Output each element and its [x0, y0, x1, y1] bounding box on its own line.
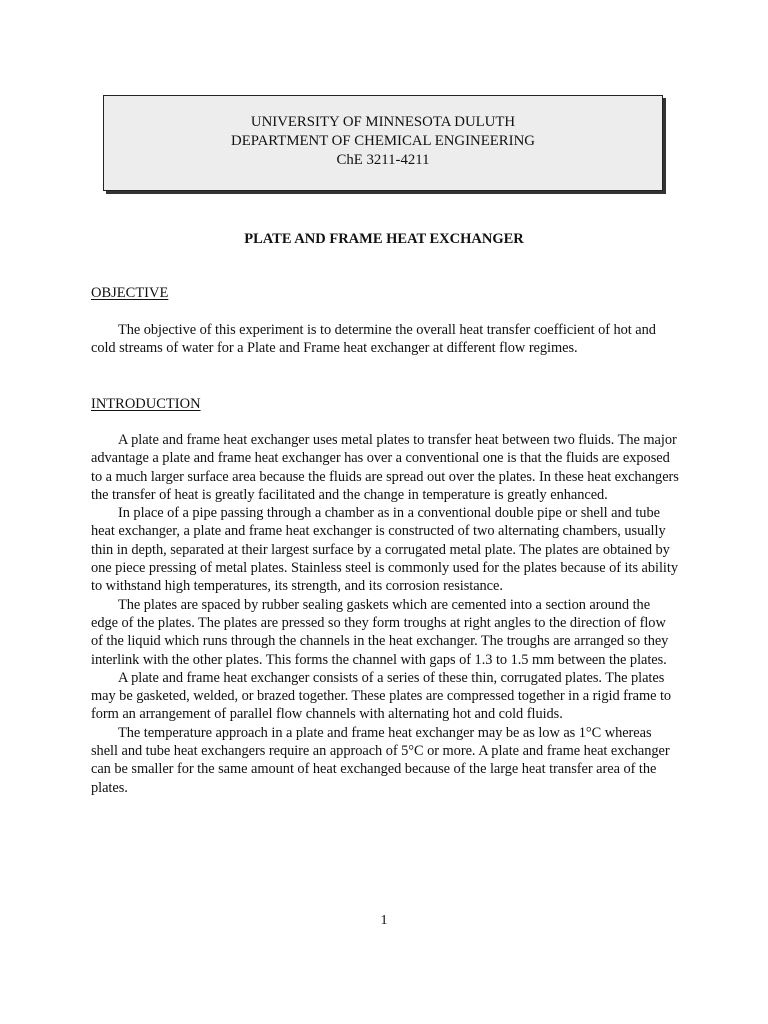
header-box [103, 95, 663, 191]
objective-heading: OBJECTIVE [91, 285, 169, 301]
intro-paragraph-5: The temperature approach in a plate and frame heat exchanger may be as low as 1°C whereas shell and tube heat exchangers require an approach of 5°C or more. A plate and frame heat exchanger can be smaller for the same amount of heat exchanged because of the large heat transfer area of the plates. [91, 724, 670, 796]
intro-paragraph-4: A plate and frame heat exchanger consists of a series of these thin, corrugated plates. The plates may be gasketed, welded, or brazed together. These plates are compressed together in a rigid frame to form an arrangement of parallel flow channels with alternating hot and cold fluids. [91, 669, 672, 723]
page-number: 1 [380, 913, 388, 928]
intro-paragraph-3: The plates are spaced by rubber sealing gaskets which are cemented into a section around the edge of the plates. The plates are pressed so they form troughs at right angles to the direction of flow of the liquid which runs through the channels in the heat exchanger. The troughs are arranged so they interlink with the other plates. This forms the channel with gaps of 1.3 to 1.5 mm between the plates. [91, 596, 669, 668]
department-name: DEPARTMENT OF CHEMICAL ENGINEERING [231, 133, 535, 149]
objective-section [91, 321, 680, 358]
introduction-heading: INTRODUCTION [91, 396, 201, 412]
objective-paragraph: The objective of this experiment is to determine the overall heat transfer coefficient of hot and cold streams of water for a Plate and Frame heat exchanger at different flow regimes. [91, 322, 656, 357]
university-name: UNIVERSITY OF MINNESOTA DULUTH [250, 114, 516, 130]
intro-paragraph-2: In place of a pipe passing through a chamber as in a conventional double pipe or shell and tube heat exchanger, a plate and frame heat exchanger is constructed of two alternating chambers, usually thin in depth, separated at their largest surface by a corrugated metal plate. The plates are obtained by one piece pressing of metal plates. Stainless steel is commonly used for the plates because of its ability to withstand high temperatures, its strength, and its corrosion resistance. [91, 505, 678, 595]
course-code: ChE 3211-4211 [336, 152, 430, 168]
intro-paragraph-1: A plate and frame heat exchanger uses metal plates to transfer heat between two fluids. The major advantage a plate and frame heat exchanger has over a conventional one is that the fluids are exposed to a much larger surface area because the fluids are spread out over the plates. In these heat exchangers the transfer of heat is greatly facilitated and the change in temperature is greatly enhanced. [91, 432, 679, 503]
document-title: PLATE AND FRAME HEAT EXCHANGER [244, 231, 524, 247]
introduction-section [91, 431, 680, 797]
